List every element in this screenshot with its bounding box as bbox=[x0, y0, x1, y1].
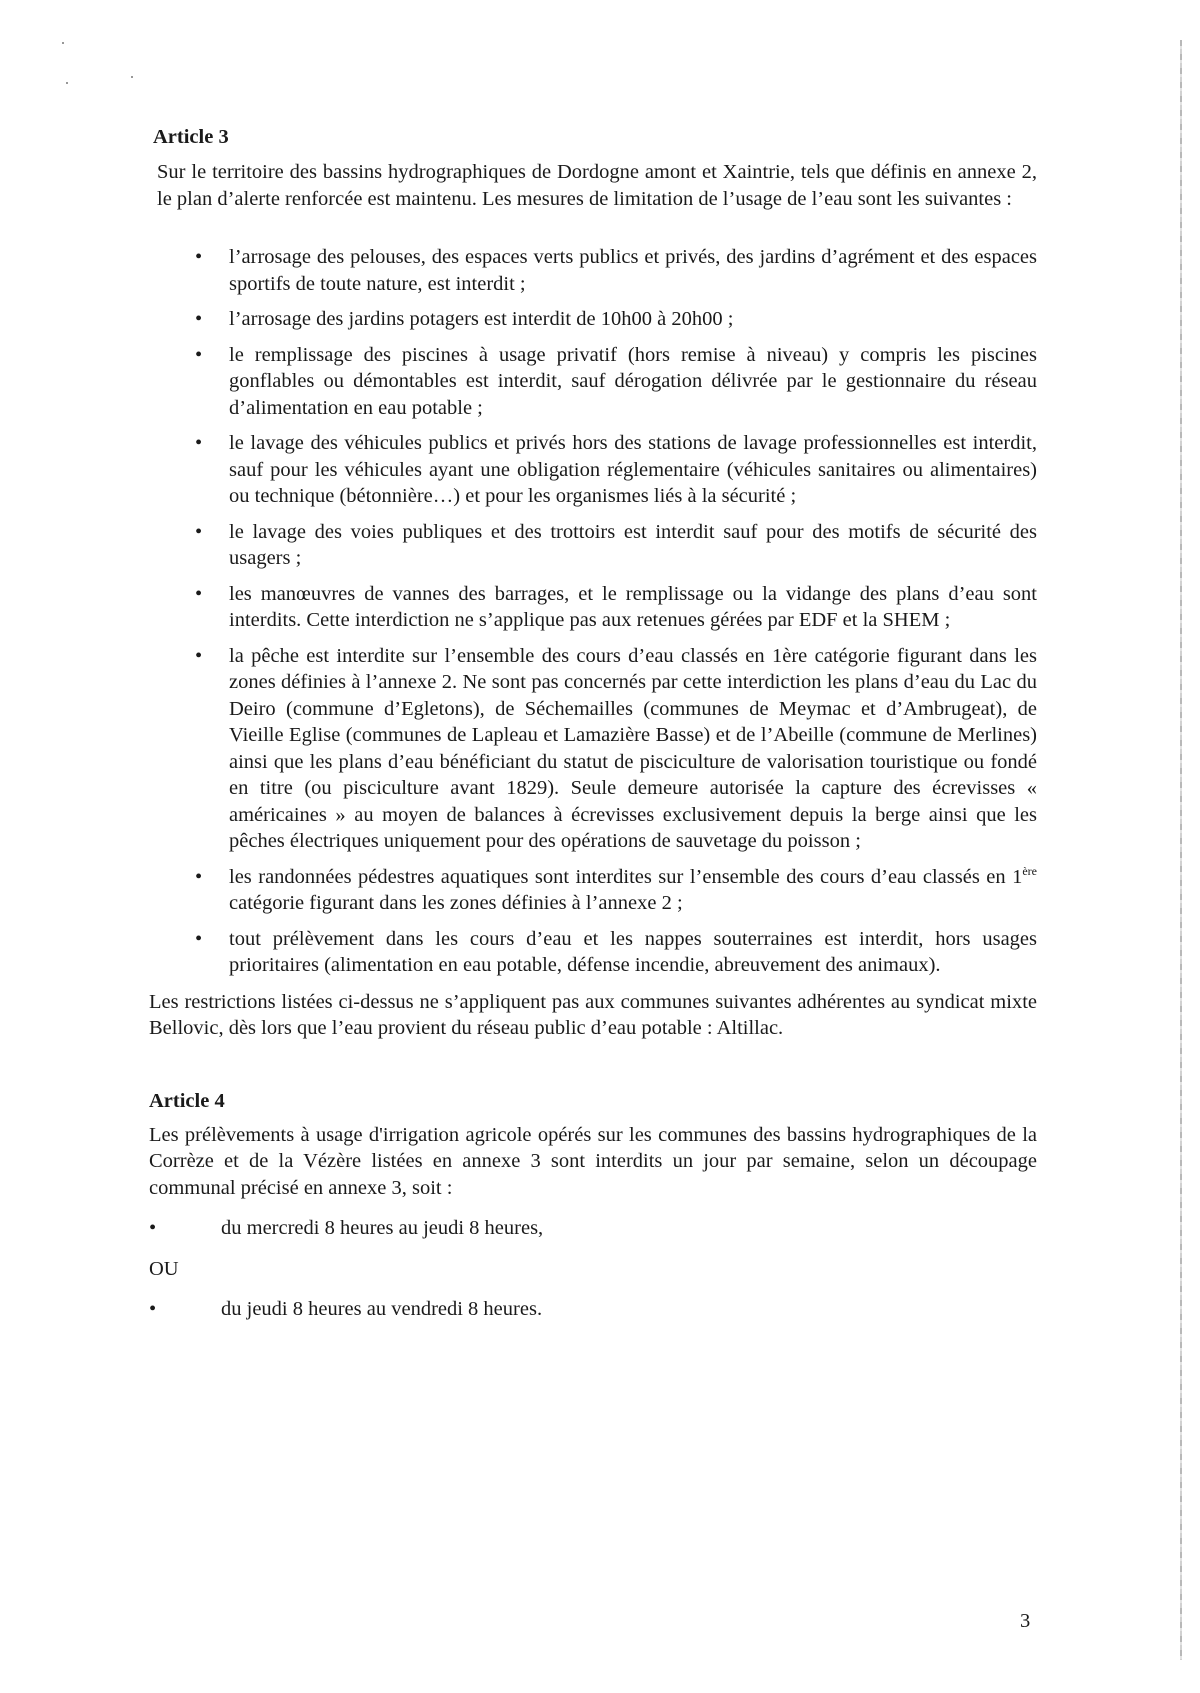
list-item: • le lavage des voies publiques et des trottoirs est interdit sauf pour des motifs de sécurité des usagers ; bbox=[195, 520, 1037, 569]
bullet-icon: • bbox=[195, 343, 203, 366]
document-body bbox=[149, 124, 1037, 1323]
bullet-icon: • bbox=[195, 308, 203, 330]
list-item: • l’arrosage des jardins potagers est interdit de 10h00 à 20h00 ; bbox=[157, 306, 1037, 333]
bullet-icon: • bbox=[195, 246, 203, 268]
list-item: • du mercredi 8 heures au jeudi 8 heures, bbox=[149, 1215, 1037, 1242]
scan-edge-artifact bbox=[1180, 40, 1182, 1660]
list-item: • le lavage des véhicules publics et privés hors des stations de lavage professionnelles est interdit, sauf pour les véhicules ayant une obligation réglementaire (véhicules sanitaires ou alimentaires) ou technique (bétonnière…) et pour les organismes liés à la sécurité ; bbox=[195, 432, 1037, 507]
scan-speck bbox=[62, 42, 64, 44]
list-item: • la pêche est interdite sur l’ensemble des cours d’eau classés en 1ère catégorie figurant dans les zones définies à l’annexe 2. Ne sont pas concernés par cette interdiction les plans d’eau du Lac du Deiro (commune d’Egletons), de Séchemailles (communes de Meymac et d’Ambrugeat), de Vieille Eglise (communes de Lapleau et Lamazière Basse) et de l’Abeille (commune de Merlines) ainsi que les plans d’eau bénéficiant du statut de pisciculture de valorisation touristique ou fondé en titre (ou pisciculture avant 1829). Seule demeure autorisée la capture des écrevisses « américaines » au moyen de balances à écrevisses exclusivement depuis la berge ainsi que les pêches électriques uniquement pour des opérations de sauvetage du poisson ; bbox=[195, 644, 1037, 852]
list-item: • les manœuvres de vannes des barrages, et le remplissage ou la vidange des plans d’eau sont interdits. Cette interdiction ne s’applique pas aux retenues gérées par EDF et la SHEM ; bbox=[195, 582, 1037, 631]
article-4-intro: Les prélèvements à usage d'irrigation agricole opérés sur les communes des bassins hydrographiques de la Corrèze et de la Vézère listées en annexe 3 sont interdits un jour par semaine, selon un découpage communal précisé en annexe 3, soit : bbox=[149, 1123, 1037, 1199]
list-item: • tout prélèvement dans les cours d’eau et les nappes souterraines est interdit, hors usages prioritaires (alimentation en eau potable, défense incendie, abreuvement des animaux). bbox=[195, 927, 1037, 976]
bullet-icon: • bbox=[195, 582, 203, 605]
bullet-icon: • bbox=[195, 865, 203, 888]
bullet-icon: • bbox=[149, 1298, 157, 1320]
article-4-or: OU bbox=[149, 1257, 179, 1280]
scan-speck bbox=[131, 76, 133, 78]
article-4-heading: Article 4 bbox=[149, 1089, 225, 1112]
article-3-heading: Article 3 bbox=[153, 126, 229, 148]
bullet-icon: • bbox=[195, 432, 203, 454]
article-4-options-alt bbox=[149, 1296, 1037, 1323]
scan-speck bbox=[66, 82, 68, 84]
bullet-icon: • bbox=[149, 1217, 157, 1239]
page-number: 3 bbox=[1020, 1610, 1031, 1632]
article-3-closing: Les restrictions listées ci-dessus ne s’appliquent pas aux communes suivantes adhérentes au syndicat mixte Bellovic, dès lors que l’eau provient du réseau public d’eau potable : Altillac. bbox=[149, 990, 1037, 1039]
bullet-icon: • bbox=[195, 927, 203, 950]
list-item: • du jeudi 8 heures au vendredi 8 heures. bbox=[149, 1296, 1037, 1323]
article-3-measures-list bbox=[157, 244, 1037, 979]
bullet-icon: • bbox=[195, 520, 203, 543]
article-3-intro: Sur le territoire des bassins hydrographiques de Dordogne amont et Xaintrie, tels que définis en annexe 2, le plan d’alerte renforcée est maintenu. Les mesures de limitation de l’usage de l’eau sont les suivantes : bbox=[157, 161, 1037, 210]
list-item: • l’arrosage des pelouses, des espaces verts publics et privés, des jardins d’agrément et des espaces sportifs de toute nature, est interdit ; bbox=[195, 246, 1037, 295]
list-item: • le remplissage des piscines à usage privatif (hors remise à niveau) y compris les piscines gonflables ou démontables est interdit, sauf dérogation délivrée par le gestionnaire du réseau d’alimentation en eau potable ; bbox=[195, 343, 1037, 419]
list-item: • les randonnées pédestres aquatiques sont interdites sur l’ensemble des cours d’eau classés en 1ère catégorie figurant dans les zones définies à l’annexe 2 ; bbox=[195, 863, 1037, 914]
bullet-icon: • bbox=[195, 644, 203, 667]
article-4-options bbox=[149, 1215, 1037, 1242]
